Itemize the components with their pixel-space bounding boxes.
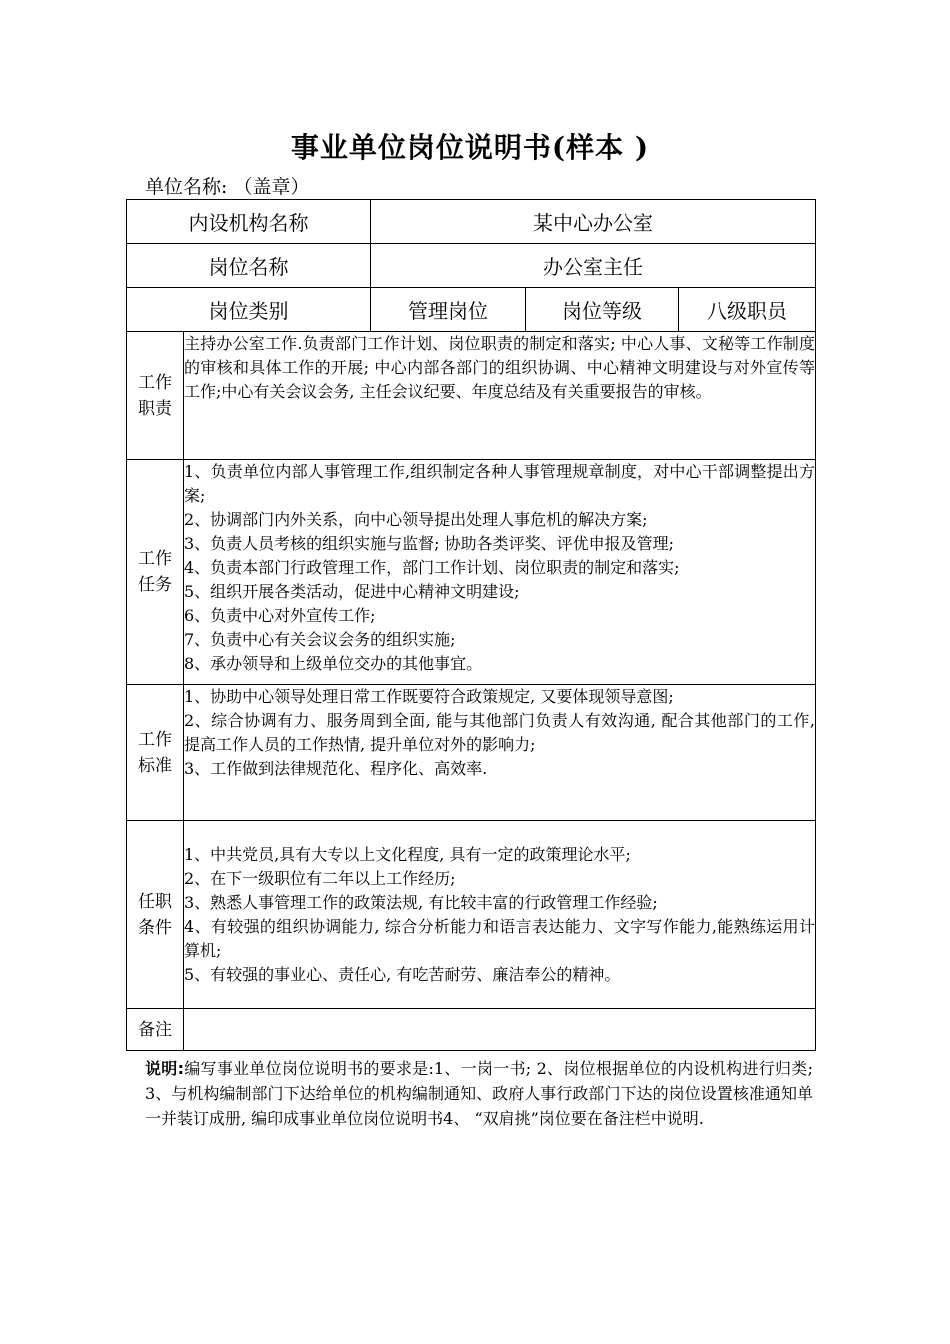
post-value: 办公室主任 [371, 244, 816, 288]
standards-label-line2: 标准 [138, 755, 172, 776]
task-item: 2、协调部门内外关系，向中心领导提出处理人事危机的解决方案; [184, 510, 648, 529]
duties-label [127, 332, 184, 460]
qualification-item: 1、中共党员,具有大专以上文化程度, 具有一定的政策理论水平; [184, 844, 631, 864]
standard-item: 1、协助中心领导处理日常工作既要符合政策规定, 又要体现领导意图; [184, 687, 674, 706]
grade-label: 岗位等级 [526, 288, 679, 332]
document-title: 事业单位岗位说明书(样本 ) [290, 131, 650, 164]
task-item: 5、组织开展各类活动，促进中心精神文明建设; [184, 582, 520, 601]
grade-value: 八级职员 [679, 288, 816, 332]
qualification-item: 4、有较强的组织协调能力, 综合分析能力和语言表达能力、文字写作能力,能熟练运用计算机; [184, 916, 816, 960]
task-item: 7、负责中心有关会议会务的组织实施; [184, 630, 456, 649]
task-item: 1、负责单位内部人事管理工作,组织制定各种人事管理规章制度，对中心干部调整提出方案; [184, 462, 816, 505]
qualifications-label-line1: 任职 [138, 891, 172, 912]
remarks-label: 备注 [127, 1009, 184, 1051]
category-label: 岗位类别 [127, 288, 371, 332]
remarks-value [184, 1009, 816, 1051]
unit-name-line: 单位名称: （盖章） [145, 176, 310, 198]
task-item: 8、承办领导和上级单位交办的其他事宜。 [184, 654, 483, 673]
dept-label: 内设机构名称 [127, 200, 371, 244]
category-value: 管理岗位 [371, 288, 526, 332]
duties-label-line2: 职责 [138, 398, 172, 419]
explanation-note [145, 1056, 813, 1131]
tasks-content [184, 460, 816, 685]
standard-item: 2、综合协调有力、服务周到全面, 能与其他部门负责人有效沟通, 配合其他部门的工作, 提高工作人员的工作热情, 提升单位对外的影响力; [184, 711, 816, 754]
qualifications-label [127, 821, 184, 1009]
standards-content [184, 685, 816, 821]
task-item: 3、负责人员考核的组织实施与监督; 协助各类评奖、评优申报及管理; [184, 534, 675, 553]
qualification-item: 5、有较强的事业心、责任心, 有吃苦耐劳、廉洁奉公的精神。 [184, 964, 621, 984]
note-label: 说明: [145, 1059, 184, 1078]
duties-text: 主持办公室工作.负责部门工作计划、岗位职责的制定和落实; 中心人事、文秘等工作制度的审核和具体工作的开展; 中心内部各部门的组织协调、中心精神文明建设与对外宣传等工作;中心有关会议会务, 主任会议纪要、年度总结及有关重要报告的审核。 [184, 334, 816, 401]
tasks-label-line2: 任务 [138, 575, 172, 595]
duties-content [184, 332, 816, 460]
standard-item: 3、工作做到法律规范化、程序化、高效率. [184, 759, 488, 778]
qualification-item: 3、熟悉人事管理工作的政策法规, 有比较丰富的行政管理工作经验; [184, 892, 658, 912]
qualifications-content [184, 821, 816, 1009]
standards-label-line1: 工作 [138, 729, 172, 750]
standards-label [127, 685, 184, 821]
post-label: 岗位名称 [127, 244, 371, 288]
note-text: 编写事业单位岗位说明书的要求是:1、一岗一书; 2、岗位根据单位的内设机构进行归类; 3、与机构编制部门下达给单位的机构编制通知、政府人事行政部门下达的岗位设置核准通知单一并装订成册, 编印成事业单位岗位说明书4、 “双肩挑”岗位要在备注栏中说明. [145, 1059, 813, 1128]
tasks-label-line1: 工作 [138, 549, 172, 569]
duties-label-line1: 工作 [138, 372, 172, 393]
post-description-table [126, 199, 816, 1051]
qualifications-label-line2: 条件 [138, 917, 172, 938]
qualification-item: 2、在下一级职位有二年以上工作经历; [184, 868, 456, 888]
task-item: 6、负责中心对外宣传工作; [184, 606, 376, 625]
task-item: 4、负责本部门行政管理工作，部门工作计划、岗位职责的制定和落实; [184, 558, 680, 577]
dept-value: 某中心办公室 [371, 200, 816, 244]
tasks-label [127, 460, 184, 685]
